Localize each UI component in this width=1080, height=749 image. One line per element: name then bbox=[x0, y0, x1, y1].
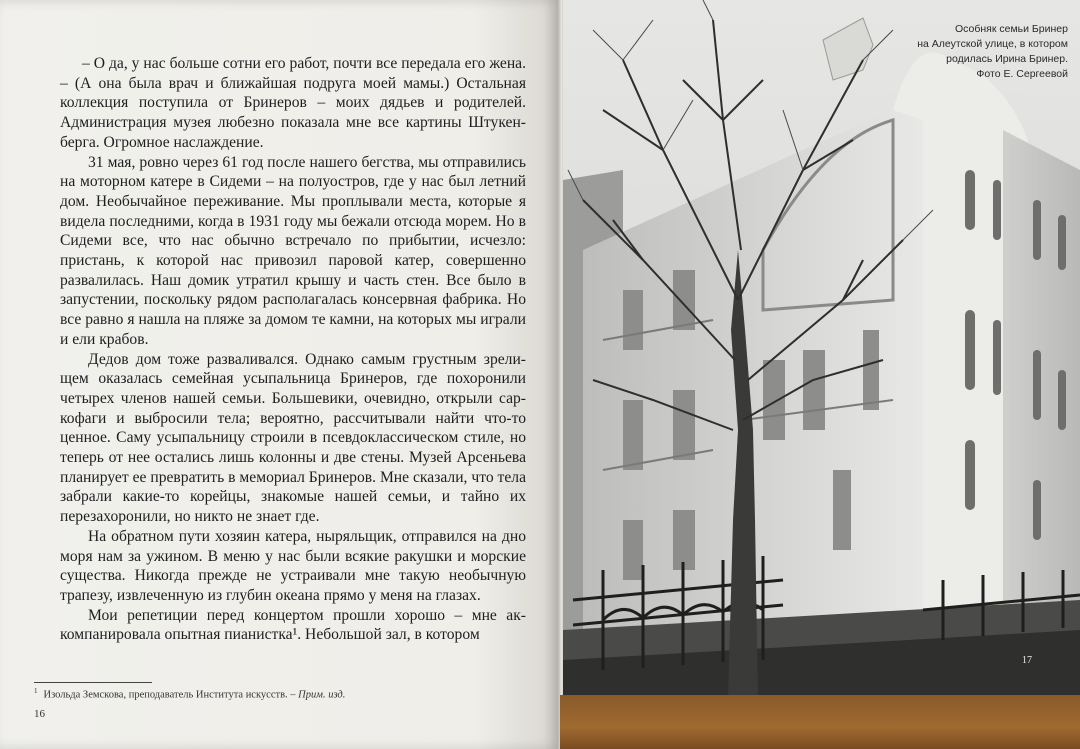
caption-line: Фото Е. Сергеевой bbox=[976, 68, 1068, 80]
building-photo bbox=[563, 0, 1080, 695]
right-page bbox=[563, 0, 1080, 695]
paragraph: На обратном пути хозяин катера, ныряльщик, отправился на дно моря нам за ужином. В меню у нас были всякие ракушки и морские существа. Никогда прежде не устраивали мне такую необычную трапезу, извлеченную из глубин океана прямо у меня на глазах. bbox=[60, 527, 526, 604]
paragraph: – О да, у нас больше сотни его работ, почти все передала его жена. – (А она была врач и ближайшая подруга моей мамы.) Остальная коллекция поступила от Бринеров – моих дядьев и родителей. Администрация музея любезно показала мне все картины Штукенберга. Огромное наслаждение. bbox=[60, 55, 526, 151]
footnote-note: Прим. изд. bbox=[298, 689, 346, 701]
caption-line: Особняк семьи Бринер bbox=[954, 23, 1068, 35]
body-text bbox=[60, 54, 526, 645]
page-number-left: 16 bbox=[34, 708, 45, 720]
footnote-mark: 1 bbox=[34, 687, 38, 695]
photo-caption bbox=[848, 22, 1068, 82]
footnote bbox=[34, 687, 514, 701]
footnote-divider bbox=[34, 682, 152, 683]
paragraph: 31 мая, ровно через 61 год после нашего бегства, мы отправились на моторном катере в Сидеми – на полуостров, где у нас был летний дом. Необычайное переживание. Мы проплывали места, которые я видела последними, когда в 1931 году мы бежали отсюда морем. Но в Сидеми все, что нас обычно встречало по прибытии, исчезло: пристань, к которой нас привозил паровой катер, совершенно развалилась. Наш домик утратил крышу и часть стен. Все было в запустении, поскольку рядом располагалась консервная фабрика. Но все равно я нашла на пляже за домом те камни, на которых мы играли и ели крабов. bbox=[60, 153, 526, 348]
footnote-text: Изольда Земскова, преподаватель Института искусств. – bbox=[43, 689, 296, 701]
table-surface bbox=[560, 695, 1080, 749]
page-number-right: 17 bbox=[1022, 655, 1032, 666]
paragraph: Дедов дом тоже разваливался. Однако самым грустным зрелищем оказалась семейная усыпальница Бринеров, где похоронили четырех членов нашей семьи. Большевики, очевидно, открыли саркофаги и выбросили тела; вероятно, рассчитывали найти что-то ценное. Саму усыпальницу строили в псевдоклассическом стиле, но теперь от нее остались лишь колонны и две стены. Музей Арсеньева планирует ее превратить в мемориал Бринеров. Мне сказали, что тела забрали какие-то корейцы, знакомые нашей семьи, и тайно их перезахоронили, но никто не знает где. bbox=[60, 350, 526, 526]
caption-line: родилась Ирина Бринер. bbox=[946, 53, 1068, 65]
caption-line: на Алеутской улице, в котором bbox=[917, 38, 1068, 50]
paragraph: Мои репетиции перед концертом прошли хорошо – мне аккомпанировала опытная пианистка¹. Небольшой зал, в котором bbox=[60, 606, 526, 644]
